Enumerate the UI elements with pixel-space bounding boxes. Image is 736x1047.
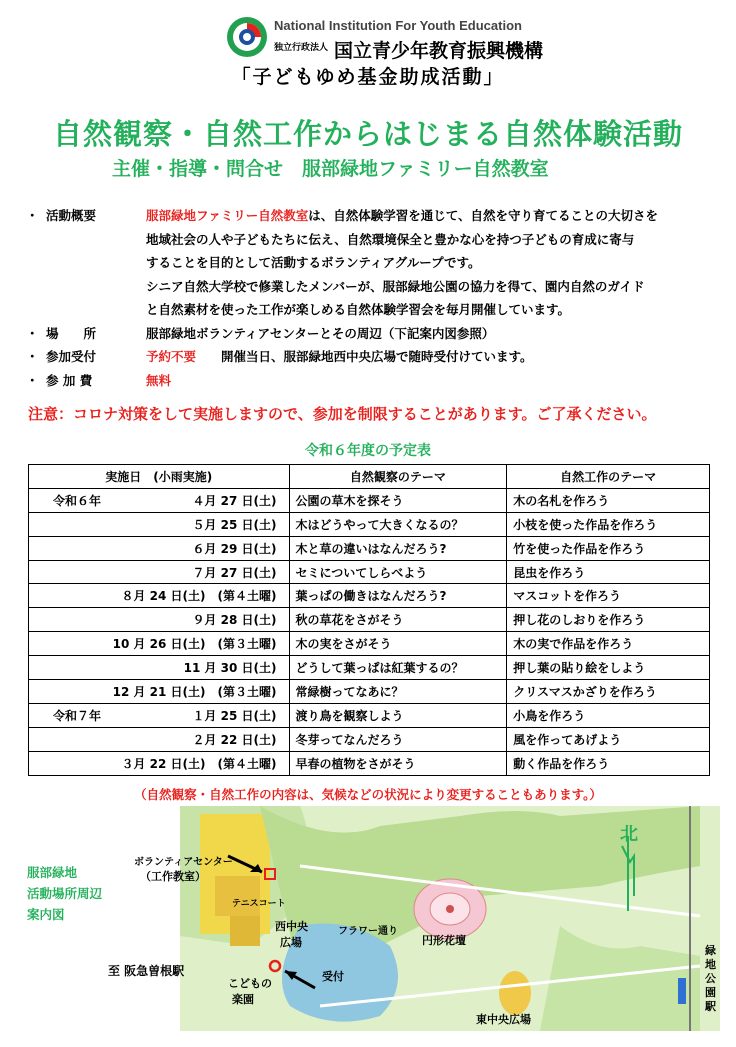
row-date-text: 11 月 30 日(土): [183, 661, 277, 676]
org-name-en: National Institution For Youth Education: [274, 18, 522, 33]
row-date: [29, 560, 290, 584]
row-craft-theme: 竹を使った作品を作ろう: [507, 536, 710, 560]
schedule-body: [29, 488, 710, 775]
row-craft-theme: 押し花のしおりを作ろう: [507, 608, 710, 632]
table-row: [29, 560, 710, 584]
bullet: ・: [26, 349, 39, 364]
org-logo-icon: [226, 16, 268, 58]
row-nature-theme: 葉っぱの働きはなんだろう?: [289, 584, 507, 608]
overview-name: 服部緑地ファミリー自然教室: [146, 208, 309, 223]
fee-value: 無料: [146, 372, 172, 388]
row-date: [29, 751, 290, 775]
row-date: [29, 632, 290, 656]
row-year: 令和７年: [53, 708, 102, 723]
row-date: [29, 680, 290, 704]
header-date: 実施日 (小雨実施): [29, 465, 290, 489]
row-date-text: ３月 22 日(土) (第４土曜): [121, 756, 277, 771]
row-date: [29, 512, 290, 536]
place-value: 服部緑地ボランティアセンターとその周辺（下記案内図参照）: [146, 325, 495, 341]
row-nature-theme: 常緑樹ってなあに？: [289, 680, 507, 704]
row-date: [29, 488, 290, 512]
info-block: [26, 204, 716, 392]
map-label-flower-street: フラワー通り: [338, 926, 398, 937]
table-row: [29, 703, 710, 727]
row-date-text: 12 月 21 日(土) (第３土曜): [112, 684, 277, 699]
row-date: [29, 656, 290, 680]
overview-label: 活動概要: [46, 208, 97, 223]
row-craft-theme: 木の名札を作ろう: [507, 488, 710, 512]
map-label-volunteer-center: ボランティアセンター: [134, 857, 233, 868]
header-nature: 自然観察のテーマ: [289, 465, 507, 489]
table-row: [29, 488, 710, 512]
table-row: [29, 608, 710, 632]
place-label: 場 所: [46, 325, 97, 341]
table-row: [29, 656, 710, 680]
map-label-workshop: （工作教室）: [140, 870, 206, 883]
row-date: [29, 536, 290, 560]
header-craft: 自然工作のテーマ: [507, 465, 710, 489]
map-label-west-plaza: 西中央: [275, 920, 308, 933]
station-marker: [678, 978, 686, 1004]
row-nature-theme: 冬芽ってなんだろう: [289, 727, 507, 751]
page-title: 自然観察・自然工作からはじまる自然体験活動: [52, 117, 683, 151]
covid-notice: 注意：コロナ対策をして実施しますので、参加を制限することがあります。ご了承ください。: [28, 405, 657, 423]
map-legend-line: 案内図: [27, 907, 65, 922]
row-nature-theme: 木と草の違いはなんだろう?: [289, 536, 507, 560]
row-nature-theme: セミについてしらべよう: [289, 560, 507, 584]
overview-row: [26, 204, 716, 228]
fund-title: 「子どもゆめ基金助成活動」: [231, 66, 505, 88]
row-nature-theme: どうして葉っぱは紅葉するの？: [289, 656, 507, 680]
map-label-circle-garden: 円形花壇: [422, 934, 466, 947]
table-row: [29, 680, 710, 704]
no-reservation: 予約不要: [146, 349, 197, 364]
row-craft-theme: 動く作品を作ろう: [507, 751, 710, 775]
table-row: [29, 512, 710, 536]
row-date-text: ９月 28 日(土): [192, 613, 277, 628]
schedule-footnote: （自然観察・自然工作の内容は、気候などの状況により変更することもあります。）: [134, 787, 602, 802]
fee-row: [26, 369, 716, 393]
reception-value: 開催当日、服部緑地西中央広場で随時受付けています。: [221, 349, 533, 364]
map-label-hankyu-station: 至 阪急曽根駅: [108, 964, 185, 978]
row-craft-theme: 昆虫を作ろう: [507, 560, 710, 584]
bullet: ・: [26, 208, 39, 223]
row-craft-theme: 木の実で作品を作ろう: [507, 632, 710, 656]
row-nature-theme: 木はどうやって大きくなるの？: [289, 512, 507, 536]
row-date: [29, 584, 290, 608]
bullet: ・: [26, 325, 39, 341]
overview-line: することを目的として活動するボランティアグループです。: [146, 255, 481, 270]
table-row: [29, 632, 710, 656]
row-date-text: １月 25 日(土): [192, 708, 277, 723]
org-name-jp: 国立青少年教育振興機構: [334, 40, 544, 62]
row-date: [29, 608, 290, 632]
schedule-table: [28, 464, 710, 776]
map-label-reception: 受付: [322, 970, 344, 983]
fee-label: 参 加 費: [46, 372, 93, 388]
bullet: ・: [26, 372, 39, 388]
map-label-kids-garden: こどもの: [228, 977, 272, 990]
map-label-kids-garden2: 楽園: [232, 993, 254, 1006]
row-date-text: ２月 22 日(土): [192, 732, 277, 747]
overview-line: 地域社会の人や子どもたちに伝え、自然環境保全と豊かな心を持つ子どもの育成に寄与: [146, 231, 635, 247]
row-date: [29, 703, 290, 727]
schedule-title: 令和６年度の予定表: [305, 443, 431, 459]
row-nature-theme: 木の実をさがそう: [289, 632, 507, 656]
map-label-tennis: テニスコート: [232, 899, 286, 909]
row-date-text: ４月 27 日(土): [192, 493, 277, 508]
map-legend-line: 服部緑地: [27, 865, 78, 880]
table-row: [29, 584, 710, 608]
row-date-text: 10 月 26 日(土) (第３土曜): [112, 637, 277, 652]
row-craft-theme: 小鳥を作ろう: [507, 703, 710, 727]
overview-line: シニア自然大学校で修業したメンバーが、服部緑地公園の協力を得て、園内自然のガイド: [146, 278, 645, 294]
reception-row: [26, 345, 716, 369]
row-nature-theme: 公園の草木を探そう: [289, 488, 507, 512]
row-date-text: ６月 29 日(土): [192, 541, 277, 556]
map-legend: [27, 862, 102, 925]
overview-line: と自然素材を使った工作が楽しめる自然体験学習会を毎月開催しています。: [146, 302, 571, 317]
table-row: [29, 727, 710, 751]
row-nature-theme: 秋の草花をさがそう: [289, 608, 507, 632]
org-prefix: 独立行政法人: [274, 43, 329, 53]
map-legend-line: 活動場所周辺: [27, 886, 103, 901]
place-row: [26, 322, 716, 346]
sponsor-line: 主催・指導・問合せ 服部緑地ファミリー自然教室: [112, 158, 549, 180]
row-date-text: ８月 24 日(土) (第４土曜): [121, 589, 277, 604]
row-craft-theme: マスコットを作ろう: [507, 584, 710, 608]
row-nature-theme: 早春の植物をさがそう: [289, 751, 507, 775]
row-craft-theme: 押し葉の貼り絵をしよう: [507, 656, 710, 680]
map-label-east-plaza: 東中央広場: [476, 1013, 531, 1026]
map-label-west-plaza2: 広場: [280, 936, 302, 949]
map-label-north: 北: [620, 824, 638, 845]
table-row: [29, 751, 710, 775]
row-nature-theme: 渡り鳥を観察しよう: [289, 703, 507, 727]
row-craft-theme: 小枝を使った作品を作ろう: [507, 512, 710, 536]
table-row: [29, 536, 710, 560]
row-year: 令和６年: [53, 493, 102, 508]
overview-text: は、自然体験学習を通じて、自然を守り育てることの大切さを: [308, 208, 659, 223]
table-header-row: [29, 465, 710, 489]
map-label-ryokuchi-station: 緑地公園駅: [705, 944, 716, 1013]
row-craft-theme: クリスマスかざりを作ろう: [507, 680, 710, 704]
row-date-text: ５月 25 日(土): [192, 517, 277, 532]
row-date-text: ７月 27 日(土): [192, 565, 277, 580]
reception-label: 参加受付: [46, 349, 97, 364]
row-date: [29, 727, 290, 751]
row-craft-theme: 風を作ってあげよう: [507, 727, 710, 751]
